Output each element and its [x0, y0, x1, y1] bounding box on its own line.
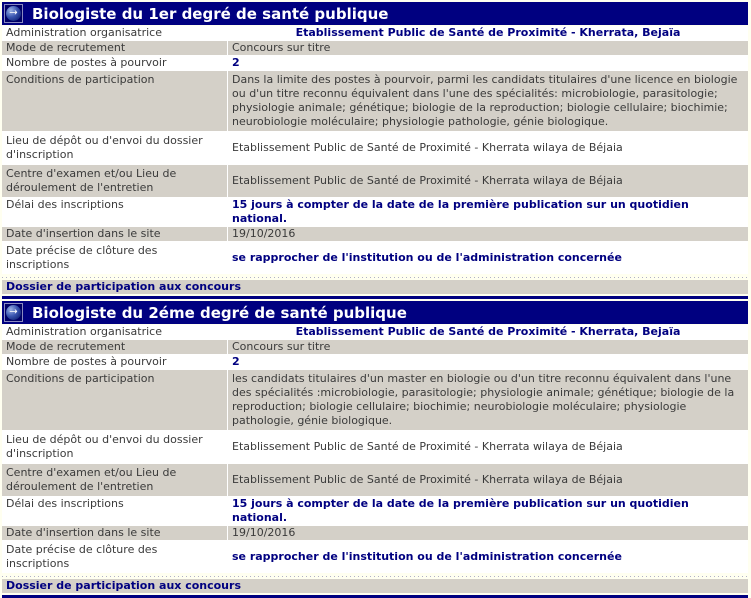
section-header — [2, 2, 748, 25]
table-row-mode-recrutement — [2, 41, 748, 55]
dossier-participation-link[interactable]: Dossier de participation aux concours — [2, 579, 748, 593]
row-value: Etablissement Public de Santé de Proximité - Kherrata, Bejaïa — [228, 26, 748, 40]
arrow-glyph: → — [9, 306, 18, 317]
row-label: Centre d'examen et/ou Lieu de déroulement de l'entretien — [2, 165, 227, 197]
table-row-date-cloture — [2, 541, 748, 573]
row-value: Etablissement Public de Santé de Proximité - Kherrata wilaya de Béjaia — [228, 132, 748, 164]
row-label: Date d'insertion dans le site — [2, 526, 227, 540]
row-value: 19/10/2016 — [228, 526, 748, 540]
row-value: les candidats titulaires d'un master en biologie ou d'un titre reconnu équivalent dans l'une des spécialités :microbiologie, parasitologie; physiologie animale; génétique; biologie de la reproduction; biologie cellulaire; biochimie; neurobiologie moléculaire; physiologie pathologie, génie biologique. — [228, 370, 748, 430]
table-row-date-insertion — [2, 227, 748, 241]
row-label: Lieu de dépôt ou d'envoi du dossier d'inscription — [2, 431, 227, 463]
row-label: Nombre de postes à pourvoir — [2, 56, 227, 70]
row-label: Administration organisatrice — [2, 325, 227, 339]
table-row-centre-examen — [2, 464, 748, 496]
section-title: Biologiste du 2éme degré de santé publique — [32, 303, 407, 322]
section-biologiste-2eme-degre — [2, 301, 748, 598]
table-row-lieu-depot — [2, 431, 748, 463]
table-row-nombre-postes — [2, 355, 748, 369]
dossier-participation-link[interactable]: Dossier de participation aux concours — [2, 280, 748, 294]
table-row-mode-recrutement — [2, 340, 748, 354]
row-value: 19/10/2016 — [228, 227, 748, 241]
row-label: Lieu de dépôt ou d'envoi du dossier d'inscription — [2, 132, 227, 164]
table-row-conditions — [2, 370, 748, 430]
row-label: Centre d'examen et/ou Lieu de déroulement de l'entretien — [2, 464, 227, 496]
info-table — [2, 325, 748, 573]
row-label: Mode de recrutement — [2, 41, 227, 55]
row-label: Date d'insertion dans le site — [2, 227, 227, 241]
table-row-date-cloture — [2, 242, 748, 274]
table-row-centre-examen — [2, 165, 748, 197]
row-value: Etablissement Public de Santé de Proximité - Kherrata wilaya de Béjaia — [228, 464, 748, 496]
table-row-administration — [2, 325, 748, 339]
section-bottom-rule — [2, 296, 748, 299]
go-arrow-circle-icon — [4, 4, 23, 23]
row-value: Concours sur titre — [228, 41, 748, 55]
table-row-date-insertion — [2, 526, 748, 540]
section-title: Biologiste du 1er degré de santé publique — [32, 4, 389, 23]
row-value: Etablissement Public de Santé de Proximité - Kherrata, Bejaïa — [228, 325, 748, 339]
row-value: se rapprocher de l'institution ou de l'administration concernée — [228, 541, 748, 573]
row-label: Date précise de clôture des inscriptions — [2, 541, 227, 573]
table-row-conditions — [2, 71, 748, 131]
row-label: Administration organisatrice — [2, 26, 227, 40]
row-value: Etablissement Public de Santé de Proximité - Kherrata wilaya de Béjaia — [228, 165, 748, 197]
row-label: Conditions de participation — [2, 370, 227, 430]
info-table — [2, 26, 748, 274]
section-header — [2, 301, 748, 324]
row-label: Nombre de postes à pourvoir — [2, 355, 227, 369]
row-label: Délai des inscriptions — [2, 198, 227, 226]
row-value: 15 jours à compter de la date de la première publication sur un quotidien national. — [228, 198, 748, 226]
arrow-glyph: → — [9, 7, 18, 18]
row-label: Date précise de clôture des inscriptions — [2, 242, 227, 274]
go-arrow-circle-icon — [4, 303, 23, 322]
arrow-circle — [6, 6, 21, 21]
row-value: 2 — [228, 355, 748, 369]
row-value: se rapprocher de l'institution ou de l'administration concernée — [228, 242, 748, 274]
table-row-delai-inscriptions — [2, 198, 748, 226]
row-value: Etablissement Public de Santé de Proximité - Kherrata wilaya de Béjaia — [228, 431, 748, 463]
row-value: Concours sur titre — [228, 340, 748, 354]
arrow-circle — [6, 305, 21, 320]
row-value: 2 — [228, 56, 748, 70]
section-biologiste-1er-degre — [2, 2, 748, 299]
table-row-administration — [2, 26, 748, 40]
row-value: Dans la limite des postes à pourvoir, parmi les candidats titulaires d'une licence en biologie ou d'un titre reconnu équivalent dans l'une des spécialités: microbiologie, parasitologie; physiologie animale; génétique; biologie de la reproduction; biologie cellulaire; biochimie; neurobiologie moléculaire; physiologie pathologie, génie biologique. — [228, 71, 748, 131]
row-value: 15 jours à compter de la date de la première publication sur un quotidien national. — [228, 497, 748, 525]
row-label: Conditions de participation — [2, 71, 227, 131]
row-label: Délai des inscriptions — [2, 497, 227, 525]
table-row-lieu-depot — [2, 132, 748, 164]
table-row-delai-inscriptions — [2, 497, 748, 525]
table-row-nombre-postes — [2, 56, 748, 70]
row-label: Mode de recrutement — [2, 340, 227, 354]
